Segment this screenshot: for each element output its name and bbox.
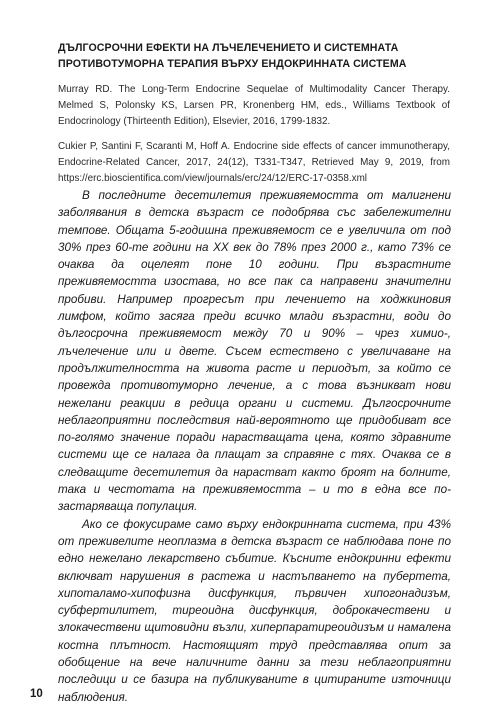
page-number: 10 <box>30 688 43 700</box>
body-paragraph: Ако се фокусираме само върху ендокринната система, при 43% от преживелите неоплазма в детска възраст се наблюдава поне по едно нежелано лекарствено събитие. Късните ендокринни ефекти включват нарушения в растежа и настъпването на пубертета, хипоталамо-хипофизна дисфункция, първичен хипогонадизъм, субфертилитет, тиреоидна дисфункция, доброкачествени и злокачествени щитовидни възли, хиперпаратиреоидизъм и намалена костна плътност. Настоящият труд представлява опит за обобщение на вече наличните данни за тези неблагоприятни последици и се базира на публикуваните в цитираните източници наблюдения. <box>58 517 451 704</box>
reference-item: Cukier P, Santini F, Scaranti M, Hoff A. Endocrine side effects of cancer immunotherapy, Endocrine-Related Cancer, 2017, 24(12), T331-T347, Retrieved May 9, 2019, from https://erc.bioscientifica.com/view/journals/erc/24/12/ERC-17-0358.xml <box>58 141 450 184</box>
reference-item: Murray RD. The Long-Term Endocrine Sequelae of Multimodality Cancer Therapy. Melmed S, Polonsky KS, Larsen PR, Kronenberg HM, eds., Williams Textbook of Endocrinology (Thirteenth Edition), Elsevier, 2016, 1799-1832. <box>58 84 450 127</box>
chapter-heading: ДЪЛГОСРОЧНИ ЕФЕКТИ НА ЛЪЧЕЛЕЧЕНИЕТО И СИСТЕМНАТА ПРОТИВОТУМОРНА ТЕРАПИЯ ВЪРХУ ЕНДОКРИННАТА СИСТЕМА <box>58 42 407 70</box>
body-text <box>58 187 451 706</box>
body-paragraph: В последните десетилетия преживяемостта от малигнени заболявания в детска възраст се подобрява със забележителни темпове. Общата 5-годишна преживяемост се е увеличила от под 30% през 60-те години на XX век до 78% през 2000 г., като 73% се очаква да оцелеят поне 10 години. При възрастните преживяемостта изостава, но все пак са направени значителни пробиви. Например прогресът при лечението на ходжкиновия лимфом, който засяга преди всичко млади възрастни, води до дългосрочна преживяемост между 70 и 90% – чрез химио-, лъчелечение или и двете. Съсем естествено с увеличаване на продължителността на живота расте и периодът, за който се провежда противотуморно лечение, а с това възникват нови нежелани реакции в редица органи и системи. Дългосрочните неблагоприятни последствия най-вероятното ще придобиват все по-голямо значение поради нарастващата цена, която здравните системи ще се налага да плащат за справяне с тях. Очаква се в следващите десетилетия да нарастват както броят на болните, така и честотата на преживяемостта – и то в една все по-застаряваща популация. <box>58 189 451 514</box>
reference-list <box>58 82 450 196</box>
